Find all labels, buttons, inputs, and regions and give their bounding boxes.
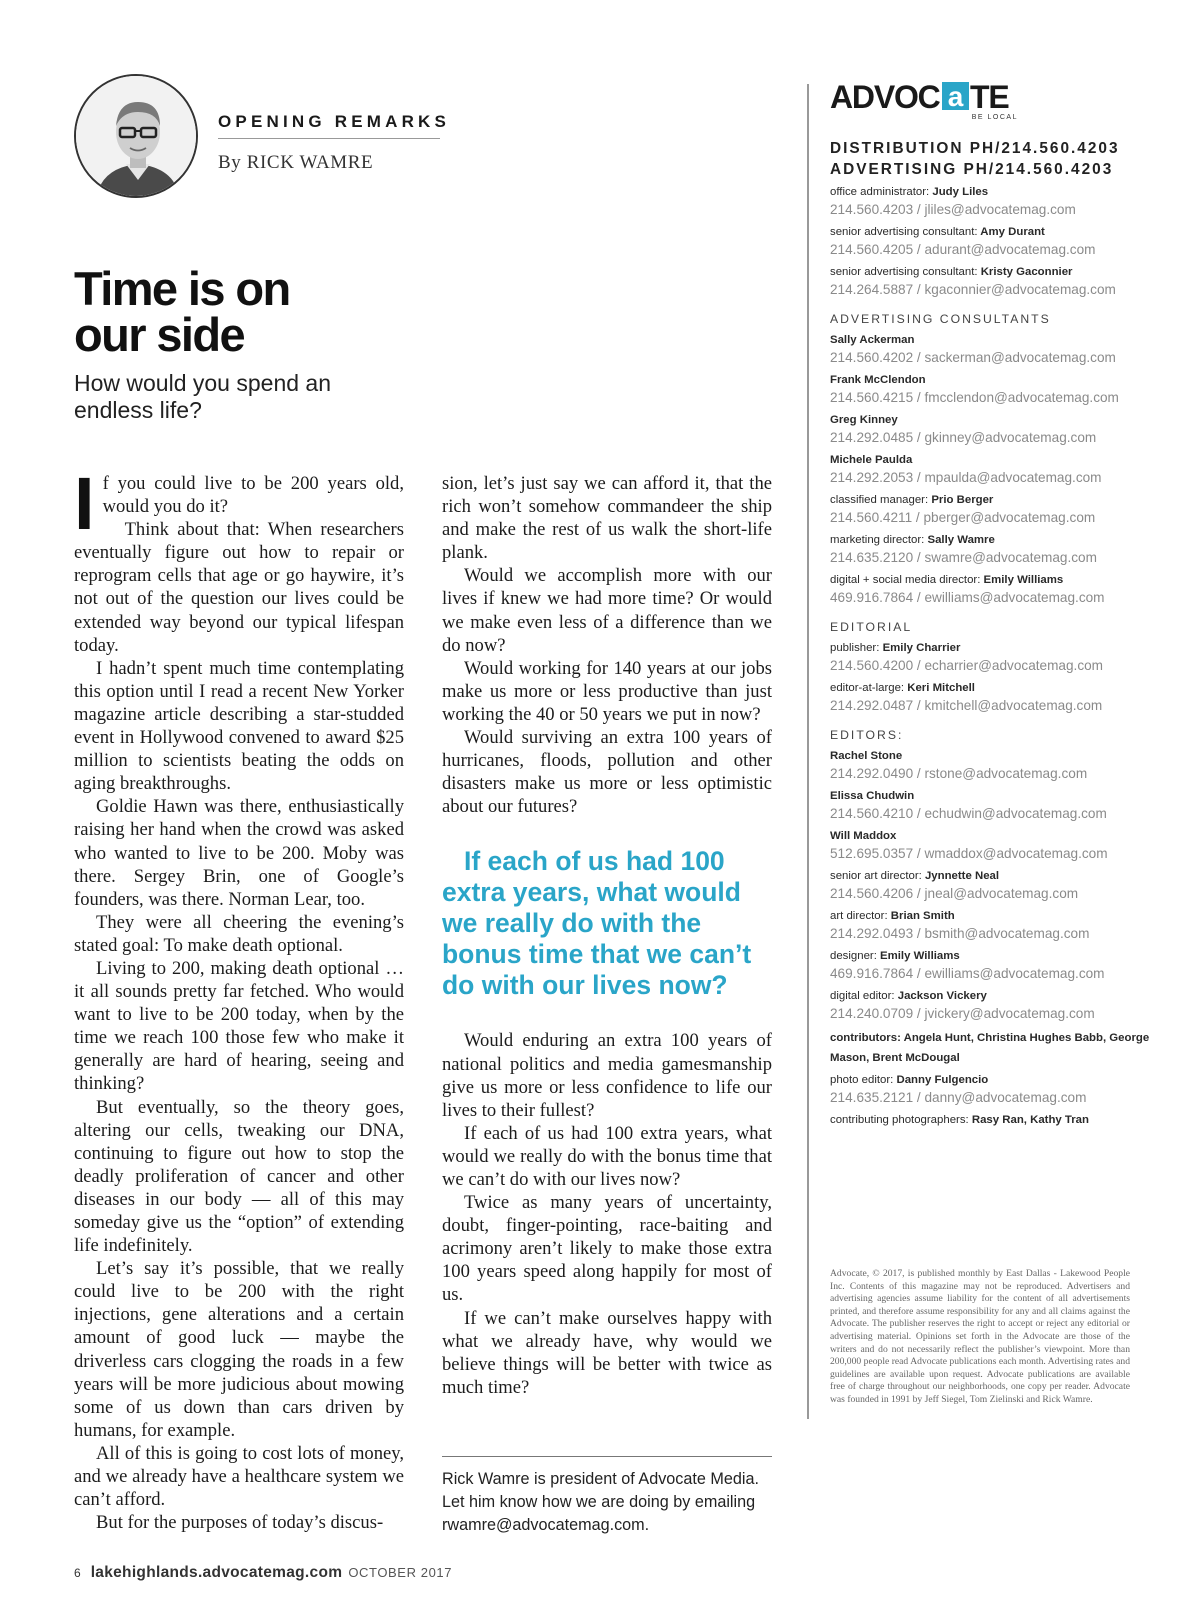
editors-list — [830, 748, 1170, 1024]
staff-role — [830, 452, 1170, 468]
section-label: OPENING REMARKS — [218, 112, 451, 131]
staff-name: Michele Paulda — [830, 454, 913, 466]
staff-contact: 214.560.4202 / sackerman@advocatemag.com — [830, 350, 1116, 365]
staff-name: Judy Liles — [932, 186, 989, 198]
staff-name: Sally Wamre — [927, 534, 995, 546]
subhead: How would you spend an endless life? — [74, 370, 331, 423]
article-paragraph: All of this is going to cost lots of money, and we already have a healthcare system we can’t afford. — [74, 1442, 404, 1511]
staff-name: Jackson Vickery — [897, 990, 987, 1002]
staff-role — [830, 224, 1170, 240]
staff-role — [830, 372, 1170, 388]
page-number: 6 — [74, 1566, 81, 1580]
article-paragraph: If each of us had 100 extra years, what would we really do with the bonus time that we can’t do with our lives now? — [442, 1122, 772, 1190]
staff-contact: 214.560.4200 / echarrier@advocatemag.com — [830, 658, 1103, 673]
staff-role — [830, 412, 1170, 428]
article-column-1 — [74, 462, 404, 1534]
author-photo — [74, 74, 198, 198]
article-paragraph — [74, 462, 404, 545]
staff-name: Emily Williams — [983, 574, 1064, 586]
headline-line: Time is on — [74, 262, 290, 315]
staff-title: designer: — [830, 950, 877, 962]
staff-title: senior advertising consultant: — [830, 226, 978, 238]
bio-divider — [442, 1456, 772, 1457]
article-paragraph: Twice as many years of uncertainty, doubt, finger-pointing, race-baiting and acrimony aren’t likely to make those extra 100 years speed along happily for most of us. — [442, 1192, 772, 1306]
staff-role — [830, 572, 1170, 588]
article-paragraph: Goldie Hawn was there, enthusiastically raising her hand when the crowd was asked who wanted to live to be 200. Moby was there. Sergey Brin, one of Google’s founders, was there. Norman Lear, too. — [74, 796, 404, 910]
staff-name: Kristy Gaconnier — [980, 266, 1073, 278]
staff-contact: 214.560.4205 / adurant@advocatemag.com — [830, 242, 1096, 257]
staff-title: editor-at-large: — [830, 682, 905, 694]
legal-notice: Advocate, © 2017, is published monthly by East Dallas - Lakewood People Inc. Contents of this magazine may not be reproduced. Advertisers and advertising agencies assume liability for the content of all advertisements printed, and therefore assume responsibility for any and all claims against the Advocate. The publisher reserves the right to accept or reject any editorial or advertising material. Opinions set forth in the Advocate are those of the writers and do not necessarily reflect the publisher’s viewpoint. More than 200,000 people read Advocate publications each month. Advertising rates and guidelines are available upon request. Advocate publications are available free of charge throughout our neighborhoods, one copy per reader. Advocate was founded in 1991 by Jeff Siegel, Tom Zielinski and Rick Wamre. — [830, 1268, 1130, 1405]
staff-contact: 214.560.4210 / echudwin@advocatemag.com — [830, 806, 1107, 821]
article-paragraph: If we can’t make ourselves happy with what we already have, why would we believe things will be better with twice as much time? — [442, 1307, 772, 1398]
article-paragraph: Living to 200, making death optional … it all sounds pretty far fetched. Who would want to live to be 200 today, when by the time we reach 100 those few who make it generally are hard of hearing, seeing and thinking? — [74, 957, 404, 1095]
article-paragraph: But eventually, so the theory goes, altering our cells, tweaking our DNA, continuing to figure out how to stop the deadly proliferation of cancer and other diseases in our body — all of this may someday give us the “option” of extending life indefinitely. — [74, 1096, 404, 1257]
staff-contact: 214.560.4206 / jneal@advocatemag.com — [830, 886, 1079, 901]
advocate-logo — [830, 80, 1020, 122]
staff-role — [830, 788, 1170, 804]
article-paragraph: Let’s say it’s possible, that we really could live to be 200 with the right injections, gene alterations and a certain amount of good luck — maybe the driverless cars clogging the roads in a few years will be more judicious about mowing some of us down than cars driven by humans, for example. — [74, 1258, 404, 1441]
masthead-phones — [830, 138, 1170, 180]
article-paragraph: Think about that: When researchers eventually figure out how to repair or reprogram cells that age or go haywire, it’s not out of the question our lives could be extended way beyond our typical lifespan today. — [74, 519, 404, 656]
editors-heading: EDITORS: — [830, 728, 904, 742]
staff-contact: 512.695.0357 / wmaddox@advocatemag.com — [830, 846, 1108, 861]
staff-title: office administrator: — [830, 186, 930, 198]
sidebar-divider — [807, 84, 809, 1419]
photo-editor — [830, 1072, 1170, 1088]
staff-title: digital editor: — [830, 990, 895, 1002]
article-column-2 — [442, 472, 772, 1399]
staff-name: Elissa Chudwin — [830, 790, 915, 802]
staff-role — [830, 680, 1170, 696]
staff-contact: 214.560.4203 / jliles@advocatemag.com — [830, 202, 1076, 217]
author-bio-line: Let him know how we are doing by emailing — [442, 1493, 756, 1511]
staff-role — [830, 184, 1170, 200]
article-paragraph-text: f you could live to be 200 years old, would you do it? — [102, 473, 404, 518]
staff-name: Emily Williams — [880, 950, 960, 962]
staff-contact: 469.916.7864 / ewilliams@advocatemag.com — [830, 966, 1105, 981]
contributing-photographers-names: Rasy Ran, Kathy Tran — [971, 1114, 1089, 1126]
contributors-names: Angela Hunt, Christina Hughes Babb, George Mason, Brent McDougal — [830, 1032, 1150, 1064]
staff-role — [830, 748, 1170, 764]
byline: By RICK WAMRE — [218, 152, 374, 173]
logo-tagline: BE LOCAL — [971, 114, 1018, 121]
staff-contact: 214.292.0493 / bsmith@advocatemag.com — [830, 926, 1090, 941]
staff-title: publisher: — [830, 642, 880, 654]
staff-name: Prio Berger — [931, 494, 994, 506]
contributing-photographers — [830, 1112, 1170, 1128]
staff-role — [830, 640, 1170, 656]
masthead — [830, 138, 1170, 1128]
drop-cap: I — [74, 462, 95, 545]
article-paragraph: Would surviving an extra 100 years of hurricanes, floods, pollution and other disasters make us more or less optimistic about our futures? — [442, 727, 772, 818]
contributing-photographers-title: contributing photographers: — [830, 1114, 969, 1126]
author-email: rwamre@advocatemag.com. — [442, 1516, 650, 1534]
staff-contact: 469.916.7864 / ewilliams@advocatemag.com — [830, 590, 1105, 605]
staff-top-list — [830, 184, 1170, 300]
footer-issue-date: OCTOBER 2017 — [348, 1565, 453, 1580]
author-portrait-icon — [76, 76, 198, 198]
ad-consultants-heading: ADVERTISING CONSULTANTS — [830, 312, 1051, 326]
article-paragraph: Would enduring an extra 100 years of national politics and media gamesmanship give us more or less confidence to life our lives to their fullest? — [442, 1030, 772, 1121]
staff-role — [830, 828, 1170, 844]
staff-role — [830, 988, 1170, 1004]
article-paragraph: I hadn’t spent much time contemplating this option until I read a recent New Yorker magazine article describing a star-studded event in Hollywood convened to award $25 million to scientists beating the odds on aging breakthroughs. — [74, 657, 404, 795]
logo-text-left: ADVOC — [830, 80, 940, 115]
staff-title: digital + social media director: — [830, 574, 981, 586]
staff-name: Rachel Stone — [830, 750, 903, 762]
article-paragraph: Would working for 140 years at our jobs make us more or less productive than just working the 40 or 50 years we put in now? — [442, 657, 772, 725]
staff-contact: 214.292.0487 / kmitchell@advocatemag.com — [830, 698, 1103, 713]
staff-role — [830, 948, 1170, 964]
staff-contact: 214.264.5887 / kgaconnier@advocatemag.com — [830, 282, 1116, 297]
photo-editor-title: photo editor: — [830, 1074, 894, 1086]
staff-role — [830, 532, 1170, 548]
staff-name: Amy Durant — [980, 226, 1045, 238]
pull-quote: If each of us had 100 extra years, what would we really do with the bonus time that we can’t do with our lives now? — [442, 846, 752, 1001]
staff-name: Sally Ackerman — [830, 334, 915, 346]
staff-title: art director: — [830, 910, 888, 922]
staff-contact: 214.240.0709 / jvickery@advocatemag.com — [830, 1006, 1095, 1021]
staff-name: Keri Mitchell — [907, 682, 975, 694]
author-bio-line: Rick Wamre is president of Advocate Media. — [442, 1470, 759, 1488]
staff-name: Emily Charrier — [882, 642, 961, 654]
staff-title: marketing director: — [830, 534, 925, 546]
ad-consultants-list — [830, 332, 1170, 608]
staff-contact: 214.292.0485 / gkinney@advocatemag.com — [830, 430, 1097, 445]
headline-line: our side — [74, 308, 245, 361]
staff-role — [830, 332, 1170, 348]
staff-title: senior advertising consultant: — [830, 266, 978, 278]
distribution-phone: DISTRIBUTION PH/214.560.4203 — [830, 140, 1120, 157]
staff-contact: 214.635.2120 / swamre@advocatemag.com — [830, 550, 1097, 565]
editorial-list — [830, 640, 1170, 716]
logo-accent-letter: a — [947, 81, 964, 112]
byline-divider — [218, 138, 440, 139]
staff-contact: 214.292.0490 / rstone@advocatemag.com — [830, 766, 1088, 781]
author-bio — [442, 1468, 772, 1537]
staff-contact: 214.560.4215 / fmcclendon@advocatemag.com — [830, 390, 1119, 405]
footer-site-url[interactable]: lakehighlands.advocatemag.com — [90, 1564, 343, 1581]
article-paragraph: They were all cheering the evening’s stated goal: To make death optional. — [74, 911, 404, 956]
article-paragraph: Would we accomplish more with our lives if knew we had more time? Or would we make even less of a difference than we do now? — [442, 565, 772, 656]
contributors — [830, 1028, 1170, 1068]
staff-role — [830, 264, 1170, 280]
staff-role — [830, 868, 1170, 884]
staff-name: Brian Smith — [890, 910, 955, 922]
staff-role — [830, 492, 1170, 508]
staff-title: classified manager: — [830, 494, 929, 506]
logo-text-right: TE — [970, 80, 1009, 115]
article-paragraph: sion, let’s just say we can afford it, that the rich won’t somehow commandeer the ship and make the rest of us walk the short-life plank. — [442, 473, 772, 564]
staff-name: Greg Kinney — [830, 414, 898, 426]
staff-contact: 214.292.2053 / mpaulda@advocatemag.com — [830, 470, 1102, 485]
staff-title: senior art director: — [830, 870, 922, 882]
headline — [74, 262, 404, 361]
photo-editor-name: Danny Fulgencio — [896, 1074, 989, 1086]
photo-editor-contact: 214.635.2121 / danny@advocatemag.com — [830, 1090, 1087, 1105]
article-paragraph: But for the purposes of today’s discus- — [96, 1512, 384, 1534]
page-footer — [74, 1564, 452, 1582]
advertising-phone: ADVERTISING PH/214.560.4203 — [830, 161, 1114, 178]
staff-name: Jynnette Neal — [924, 870, 1000, 882]
contributors-title: contributors: — [830, 1032, 901, 1044]
staff-role — [830, 908, 1170, 924]
editorial-heading: EDITORIAL — [830, 620, 913, 634]
staff-name: Frank McClendon — [830, 374, 926, 386]
staff-contact: 214.560.4211 / pberger@advocatemag.com — [830, 510, 1096, 525]
staff-name: Will Maddox — [830, 830, 897, 842]
